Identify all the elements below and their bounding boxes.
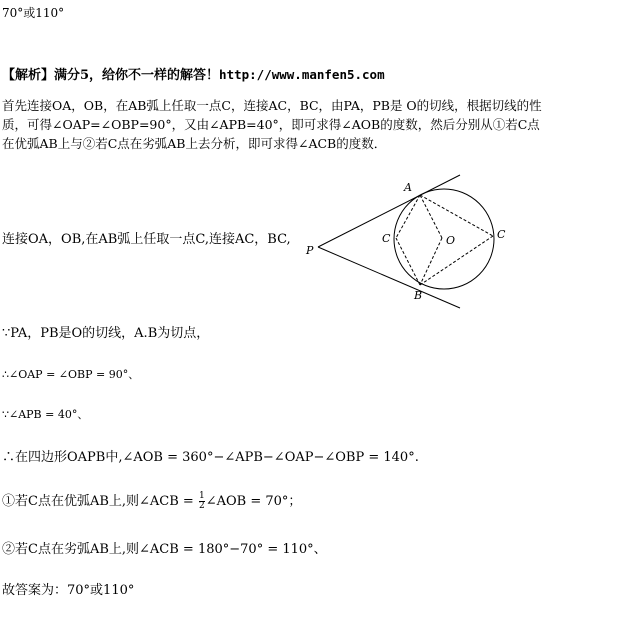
geometry-figure <box>300 168 506 308</box>
analysis-paragraph <box>2 96 622 153</box>
step-right-angles: ∴∠OAP = ∠OBP = 90°、 <box>2 368 140 381</box>
label-p: P <box>306 244 314 257</box>
circle-o <box>394 189 494 289</box>
connect-text: 连接OA，OB,在AB弧上任取一点C,连接AC，BC, <box>2 232 291 247</box>
label-o: O <box>446 234 456 247</box>
radius-ob <box>420 238 442 285</box>
step-minor-arc: ②若C点在劣弧AB上,则∠ACB = 180°−70° = 110°、 <box>2 542 327 557</box>
analysis-paragraph-line-2: 质，可得∠OAP=∠OBP=90°，又由∠APB=40°，即可求得∠AOB的度数，然后分别从①若C点 <box>2 117 540 132</box>
fraction-one-half <box>199 492 205 511</box>
fraction-numerator: 1 <box>198 491 205 501</box>
step-major-arc-suffix: ∠AOB = 70°； <box>205 494 302 509</box>
step-aob-angle: ∴在四边形OAPB中,∠AOB = 360°−∠APB−∠OAP−∠OBP = 140°. <box>2 450 419 465</box>
tangent-line-lower <box>318 247 460 308</box>
final-answer: 故答案为：70°或110° <box>2 583 135 598</box>
step-major-arc-prefix: ①若C点在优弧AB上,则∠ACB = <box>2 494 194 509</box>
answer-summary: 70°或110° <box>2 6 65 20</box>
analysis-paragraph-line-1: 首先连接OA，OB，在AB弧上任取一点C，连接AC，BC，由PA，PB是 O的切线，根据切线的性 <box>2 98 542 113</box>
label-c-right: C <box>497 228 506 241</box>
step-major-arc <box>2 490 301 511</box>
step-apb-angle: ∵∠APB = 40°、 <box>2 408 89 421</box>
label-b: B <box>414 289 423 302</box>
analysis-paragraph-line-3: 在优弧AB上与②若C点在劣弧AB上去分析，即可求得∠ACB的度数． <box>2 136 387 151</box>
fraction-denominator: 2 <box>198 501 205 511</box>
analysis-header-url[interactable]: http://www.manfen5.com <box>219 67 385 82</box>
label-a: A <box>404 181 412 194</box>
tangent-statement: ∵PA，PB是O的切线，A.B为切点， <box>2 326 210 341</box>
analysis-header <box>2 64 385 83</box>
label-c-left: C <box>382 232 391 245</box>
analysis-header-prefix: 【解析】满分5，给你不一样的解答！ <box>2 68 220 83</box>
